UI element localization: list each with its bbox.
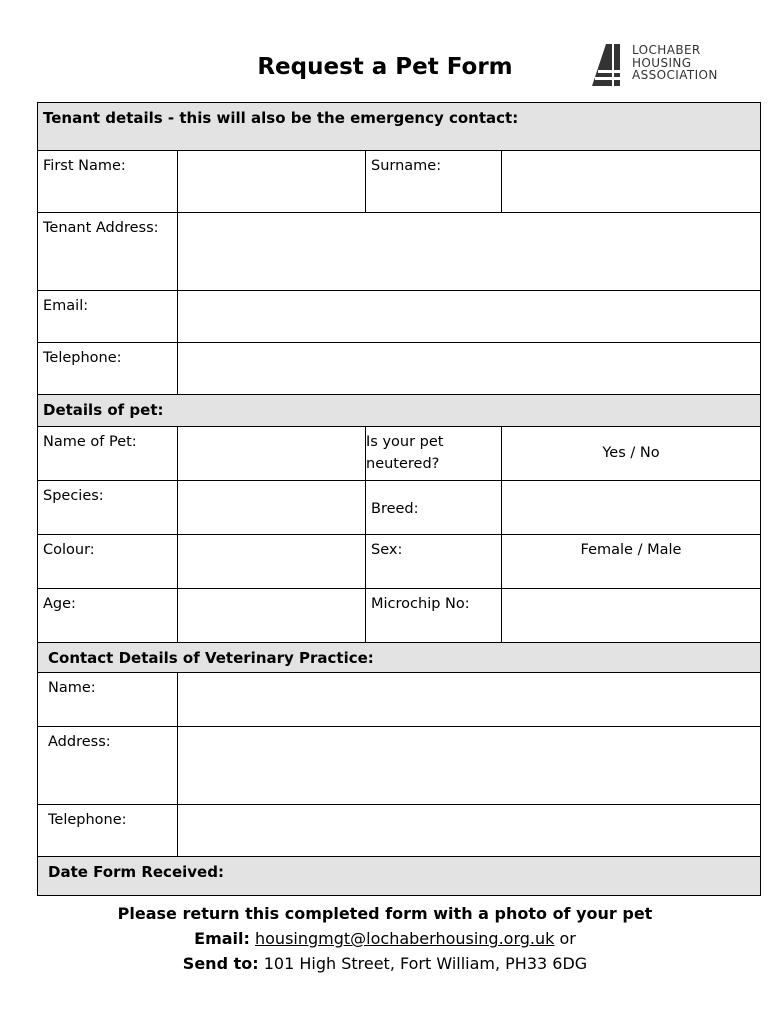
pet-details-header: Details of pet: [38, 395, 760, 427]
sex-label: Sex: [366, 535, 502, 589]
footer-send-address: 101 High Street, Fort William, PH33 6DG [258, 954, 588, 973]
surname-label: Surname: [366, 151, 502, 213]
colour-label: Colour: [38, 535, 178, 589]
microchip-label: Microchip No: [366, 589, 502, 643]
vet-address-label: Address: [38, 727, 178, 805]
neutered-label-line-2: neutered? [366, 456, 440, 472]
vet-name-field[interactable] [178, 673, 760, 727]
age-field[interactable] [178, 589, 366, 643]
logo [592, 44, 742, 88]
vet-details-header: Contact Details of Veterinary Practice: [38, 643, 760, 673]
logo-mark-icon [592, 44, 626, 86]
surname-field[interactable] [502, 151, 760, 213]
pet-request-form [37, 102, 761, 896]
telephone-field[interactable] [178, 343, 760, 395]
vet-telephone-label: Telephone: [38, 805, 178, 857]
logo-line-1: LOCHABER [632, 43, 701, 57]
species-field[interactable] [178, 481, 366, 535]
vet-name-label: Name: [38, 673, 178, 727]
footer-email-link[interactable]: housingmgt@lochaberhousing.org.uk [255, 929, 555, 948]
colour-field[interactable] [178, 535, 366, 589]
vet-telephone-field[interactable] [178, 805, 760, 857]
age-label: Age: [38, 589, 178, 643]
footer-send-line [0, 954, 770, 973]
date-received-header: Date Form Received: [38, 857, 760, 895]
tenant-address-label: Tenant Address: [38, 213, 178, 291]
footer-email-suffix: or [554, 929, 576, 948]
footer-send-label: Send to: [182, 954, 259, 973]
email-label: Email: [38, 291, 178, 343]
logo-line-2: HOUSING [632, 55, 692, 70]
tenant-address-field[interactable] [178, 213, 760, 291]
microchip-field[interactable] [502, 589, 760, 643]
breed-field[interactable] [502, 481, 760, 535]
page-title: Request a Pet Form [257, 54, 513, 80]
neutered-label [366, 427, 502, 481]
telephone-label: Telephone: [38, 343, 178, 395]
vet-address-field[interactable] [178, 727, 760, 805]
pet-name-field[interactable] [178, 427, 366, 481]
species-label: Species: [38, 481, 178, 535]
return-instructions: Please return this completed form with a photo of your pet [117, 904, 653, 923]
footer-email-line [0, 929, 770, 948]
footer-email-label: Email: [194, 929, 250, 948]
breed-label: Breed: [366, 481, 502, 535]
email-field[interactable] [178, 291, 760, 343]
sex-options[interactable]: Female / Male [502, 535, 760, 589]
tenant-details-header: Tenant details - this will also be the emergency contact: [38, 103, 760, 151]
first-name-label: First Name: [38, 151, 178, 213]
pet-name-label: Name of Pet: [38, 427, 178, 481]
neutered-label-line-1: Is your pet [366, 434, 444, 450]
logo-line-3: ASSOCIATION [632, 68, 718, 82]
neutered-options[interactable]: Yes / No [502, 427, 760, 481]
first-name-field[interactable] [178, 151, 366, 213]
